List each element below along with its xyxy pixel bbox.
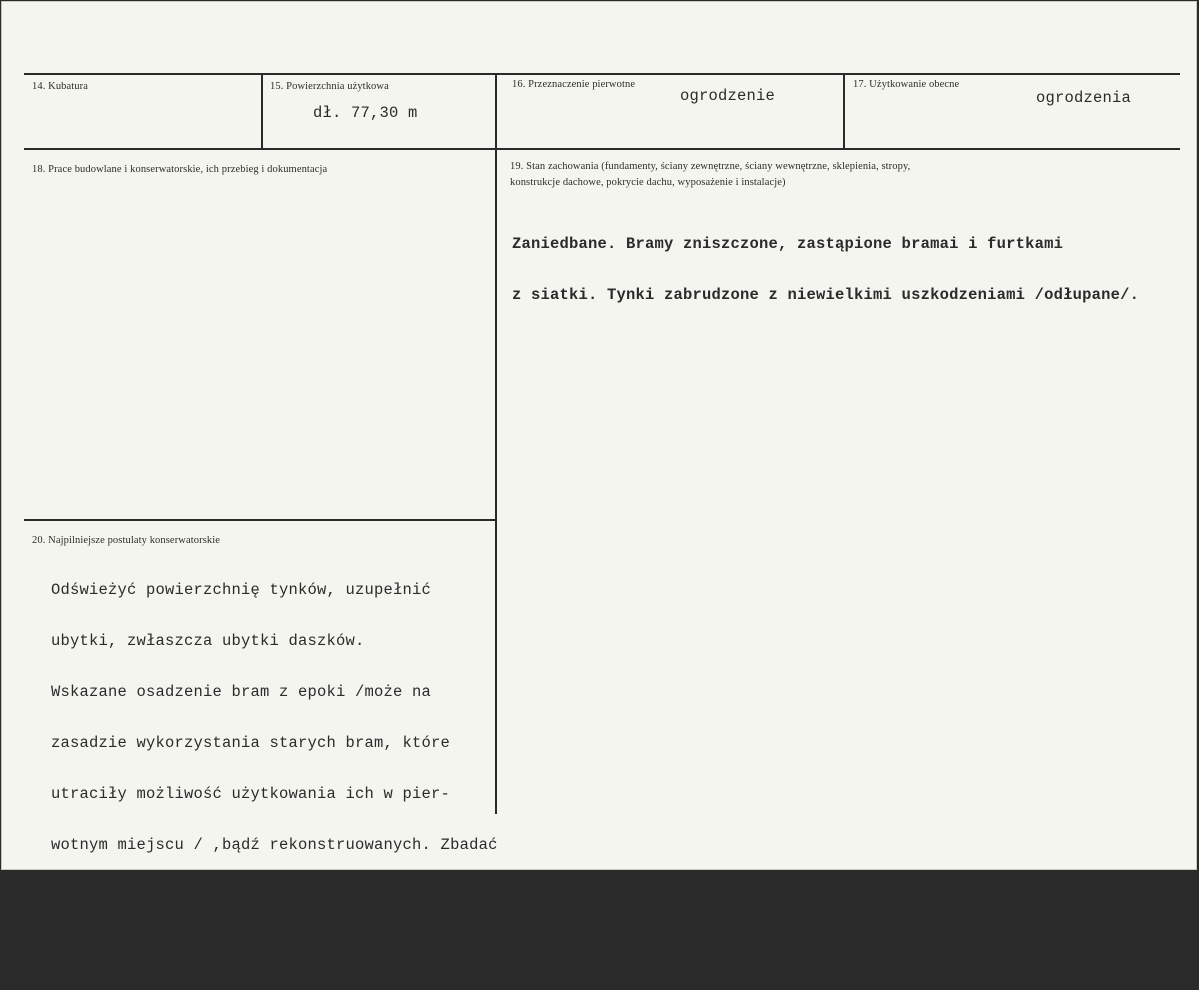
field-20-text-line: wotnym miejscu / ,bądź rekonstruowanych. Zbadać [51, 836, 498, 854]
field-19-text-line: Zaniedbane. Bramy zniszczone, zastąpione bramai i furtkami [512, 235, 1064, 253]
field-19-label-line-1: 19. Stan zachowania (fundamenty, ściany zewnętrzne, ściany wewnętrzne, sklepienia, stropy, [510, 161, 911, 172]
divider-16-17 [843, 74, 845, 149]
field-20-text-line: Odświeżyć powierzchnię tynków, uzupełnić [51, 581, 432, 599]
field-15-label: 15. Powierzchnia użytkowa [270, 81, 389, 92]
field-20-text-line: jest pierwotne. [51, 938, 194, 956]
divider-15-16 [495, 74, 497, 149]
field-16-value: ogrodzenie [680, 87, 776, 105]
field-20-text [51, 548, 498, 990]
field-20-text-line: utraciły możliwość użytkowania ich w pier- [51, 785, 451, 803]
top-row-lower-rule [24, 148, 1180, 150]
inventory-card [1, 1, 1197, 956]
divider-14-15 [261, 74, 263, 149]
top-row-upper-rule [24, 73, 1180, 75]
field-17-value: ogrodzenia [1036, 89, 1132, 107]
field-19-label-line-2: konstrukcje dachowe, pokrycie dachu, wyposażenie i instalacje) [510, 177, 786, 188]
field-20-text-line: ubytki, zwłaszcza ubytki daszków. [51, 632, 365, 650]
field-15-value: dł. 77,30 m [313, 104, 418, 122]
field-20-label: 20. Najpilniejsze postulaty konserwatorskie [32, 535, 221, 546]
field-20-text-line: Wskazane osadzenie bram z epoki /może na [51, 683, 432, 701]
field-20-text-line: czy zakończenie słupów po stronie wsch. [51, 887, 422, 905]
field-17-label: 17. Użytkowanie obecne [853, 79, 960, 90]
section-18-20-rule [24, 519, 496, 521]
field-20-text-line: zasadzie wykorzystania starych bram, które [51, 734, 451, 752]
field-19-text-line: z siatki. Tynki zabrudzone z niewielkimi uszkodzeniami /odłupane/. [512, 286, 1140, 304]
field-18-label: 18. Prace budowlane i konserwatorskie, ich przebieg i dokumentacja [32, 164, 328, 175]
field-19-text [512, 202, 1139, 338]
field-16-label: 16. Przeznaczenie pierwotne [512, 79, 636, 90]
field-14-label: 14. Kubatura [32, 81, 89, 92]
